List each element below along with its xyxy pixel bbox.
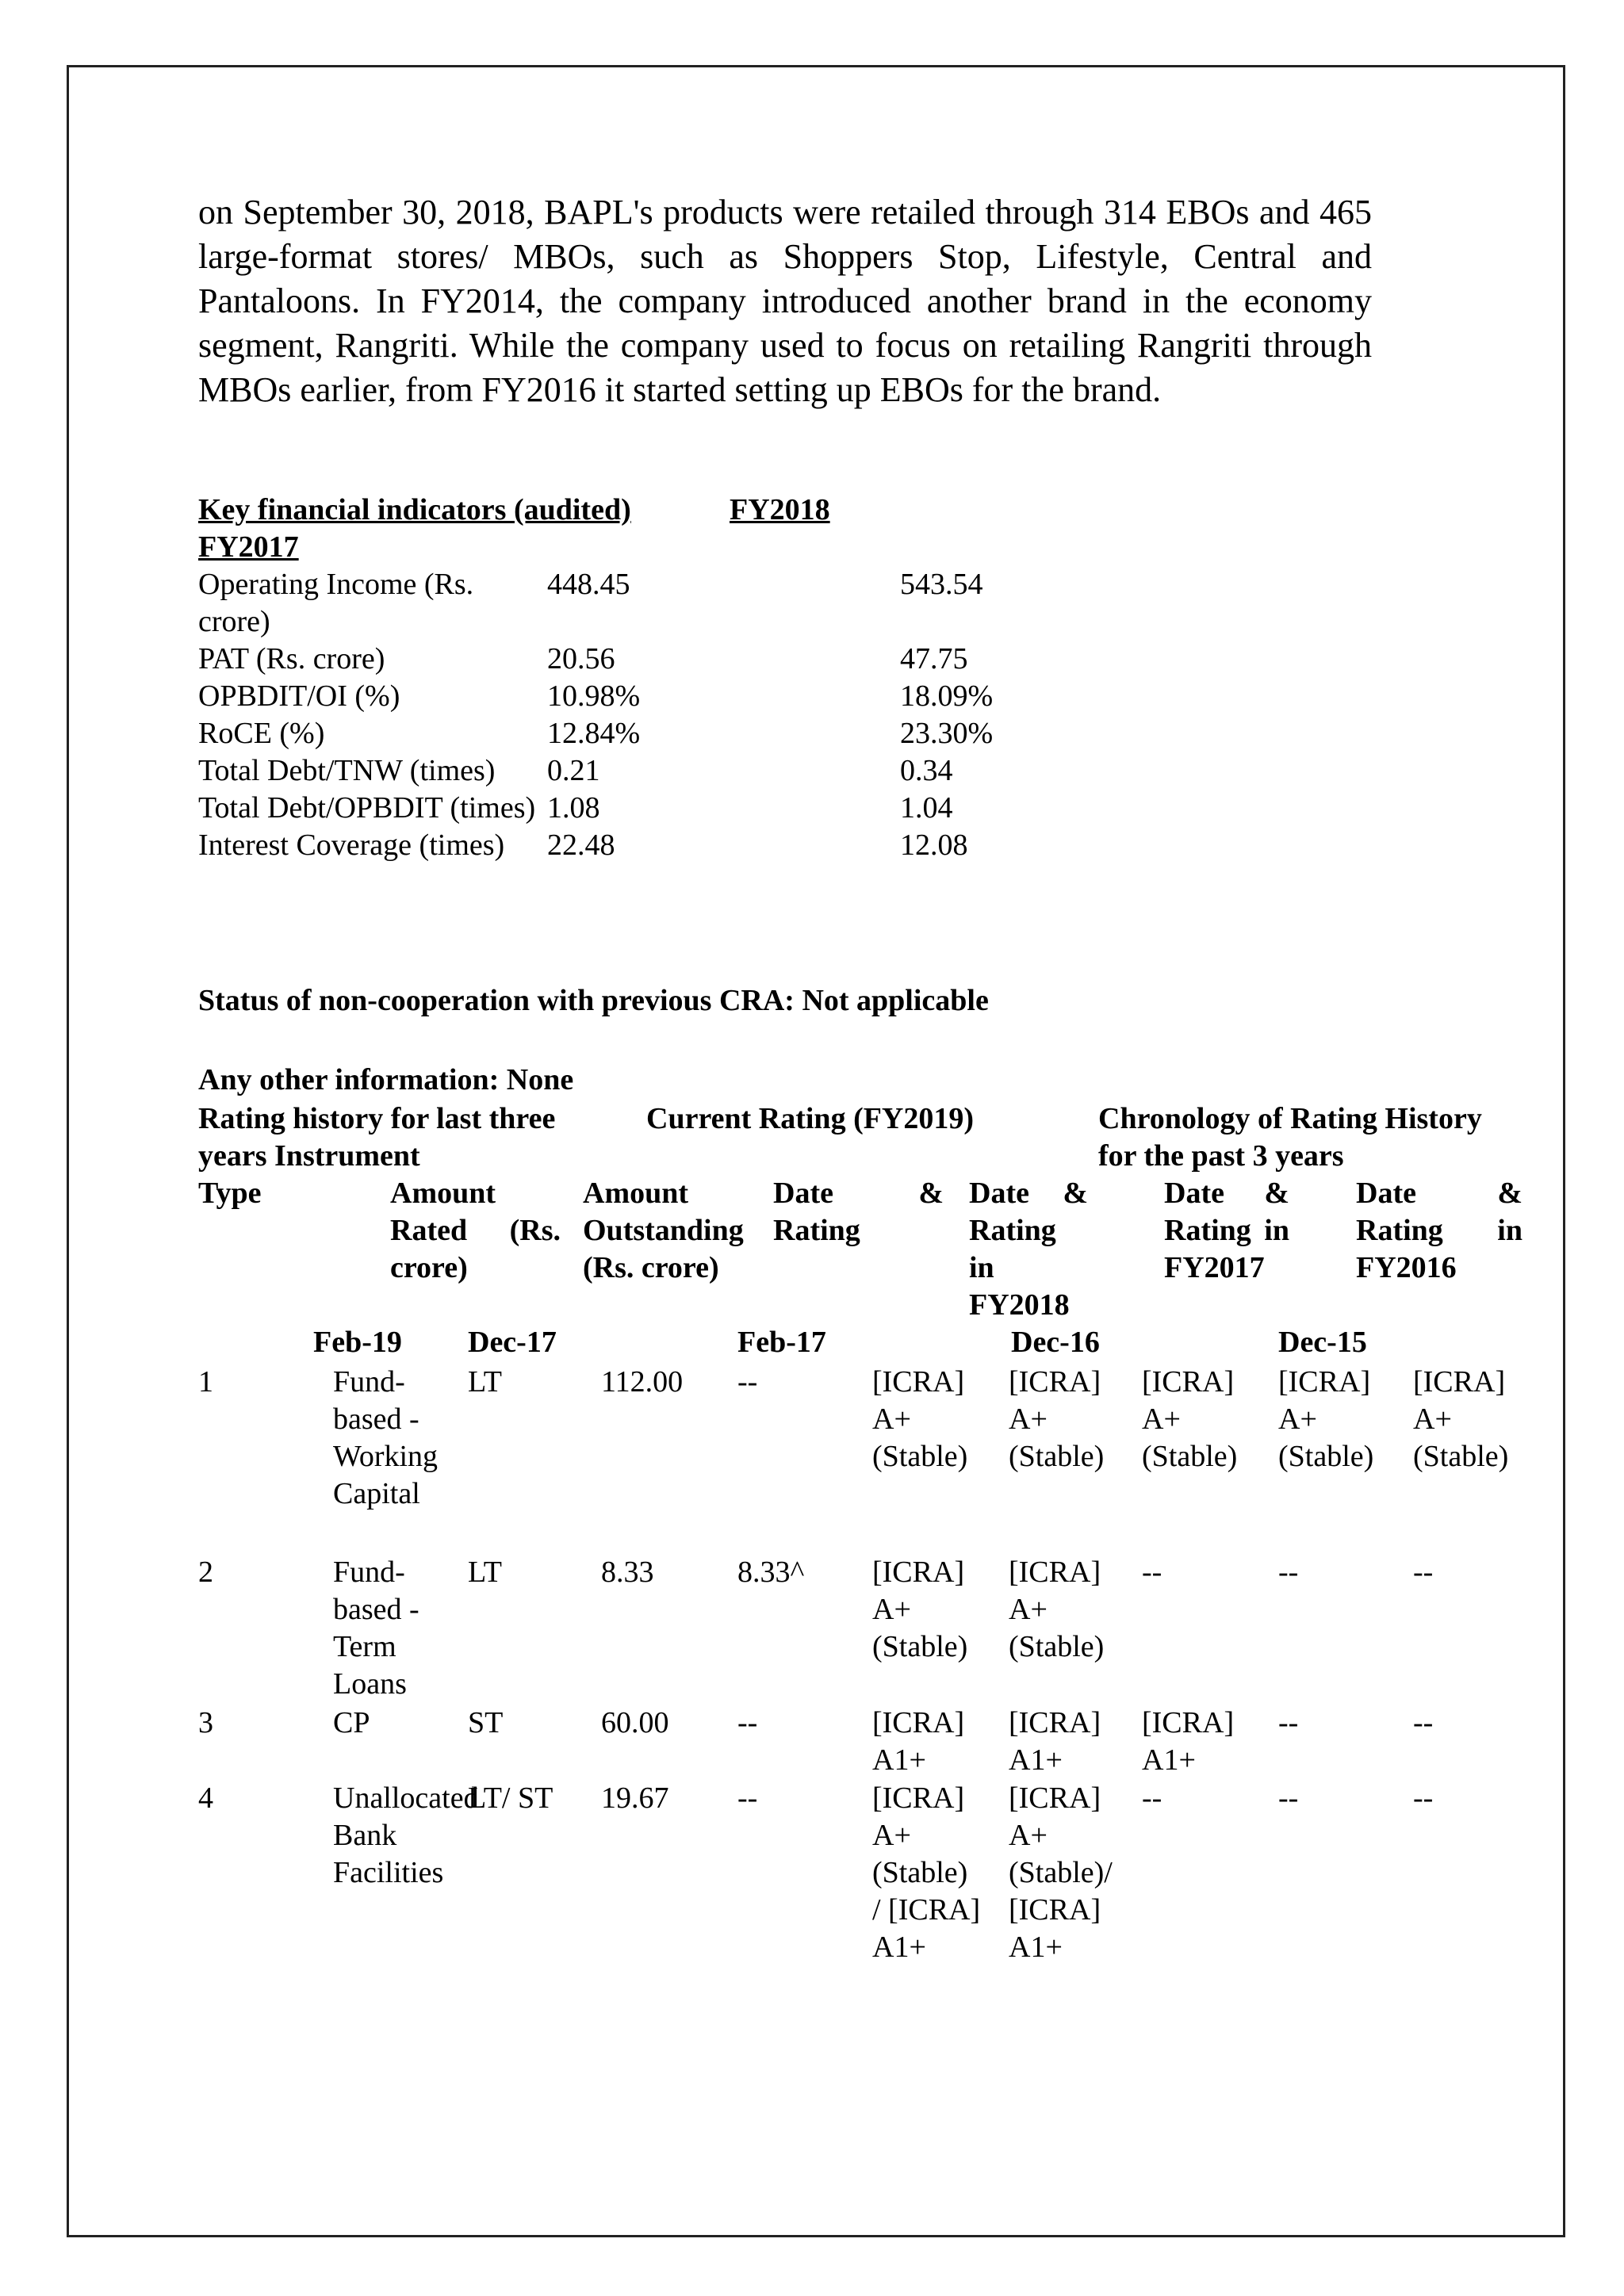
rating-cell-3: -- (1142, 1781, 1162, 1815)
amount-rated: 60.00 (601, 1706, 669, 1739)
financial-row-fy2018: 12.84% (547, 717, 641, 750)
rating-cell-1: [ICRA] A+ (Stable) / [ICRA] A1+ (872, 1781, 981, 1964)
amount-rated: 19.67 (601, 1781, 669, 1815)
rating-cell-3: [ICRA] A1+ (1142, 1706, 1235, 1777)
financial-row (198, 678, 1086, 715)
table-header-4: Date & Rating (773, 1177, 944, 1247)
date-label: Dec-16 (1011, 1326, 1100, 1359)
financial-row-fy2017: 23.30% (900, 717, 994, 750)
intro-paragraph: on September 30, 2018, BAPL's products were retailed through 314 EBOs and 465 large-format stores/ MBOs, such as Shoppers Stop, Lifestyle, Central and Pantaloons. In FY2014, the company introduced another brand in the economy segment, Rangriti. While the company used to focus on retailing Rangriti through MBOs earlier, from FY2016 it started setting up EBOs for the brand. (198, 193, 1372, 409)
rating-cell-4: [ICRA] A+ (Stable) (1278, 1365, 1374, 1473)
financial-row-fy2017: 12.08 (900, 828, 968, 862)
financial-row-fy2018: 10.98% (547, 679, 641, 713)
status-line: Status of non-cooperation with previous CRA: Not applicable (198, 984, 989, 1017)
rating-cell-5: -- (1413, 1781, 1434, 1815)
financial-header (198, 492, 1086, 529)
table-header-1: Type (198, 1177, 262, 1210)
date-label: Feb-17 (737, 1326, 826, 1359)
amount-rated: 112.00 (601, 1365, 684, 1399)
current-rating-title: Current Rating (FY2019) (646, 1102, 975, 1135)
table-header-7: Date & Rating in FY2016 (1356, 1177, 1522, 1284)
amount-rated: 8.33 (601, 1556, 654, 1589)
financial-col1-header: FY2018 (730, 493, 830, 526)
financial-row-fy2017: 543.54 (900, 568, 983, 601)
rating-term: LT (468, 1556, 502, 1589)
instrument-name: CP (333, 1706, 370, 1739)
amount-outstanding: -- (737, 1781, 758, 1815)
other-information: Any other information: None (198, 1063, 574, 1096)
amount-outstanding: -- (737, 1365, 758, 1399)
rating-cell-3: -- (1142, 1556, 1162, 1589)
row-number: 3 (198, 1706, 213, 1739)
rating-cell-2: [ICRA] A+(Stable)/ [ICRA] A1+ (1009, 1781, 1113, 1964)
financial-row-fy2017: 1.04 (900, 791, 953, 825)
rating-cell-1: [ICRA] A1+ (872, 1706, 965, 1777)
rating-cell-1: [ICRA] A+ (Stable) (872, 1556, 968, 1663)
rating-term: LT/ ST (468, 1781, 553, 1815)
chronology-title: Chronology of Rating History for the past 3 years (1098, 1102, 1482, 1173)
financial-row-fy2018: 0.21 (547, 754, 600, 787)
financial-indicators (198, 492, 1086, 864)
financial-row (198, 827, 1086, 864)
rating-cell-5: -- (1413, 1706, 1434, 1739)
rating-cell-2: [ICRA] A+ (Stable) (1009, 1365, 1105, 1473)
rating-cell-2: [ICRA] A1+ (1009, 1706, 1101, 1777)
rating-cell-5: [ICRA] A+ (Stable) (1413, 1365, 1509, 1473)
financial-row-fy2017: 0.34 (900, 754, 953, 787)
financial-row-fy2018: 1.08 (547, 791, 600, 825)
rating-cell-3: [ICRA] A+ (Stable) (1142, 1365, 1238, 1473)
date-label: Feb-19 (313, 1326, 402, 1359)
financial-row (198, 752, 1086, 790)
financial-row-fy2018: 448.45 (547, 568, 630, 601)
financial-row (198, 566, 1086, 641)
financial-heading: Key financial indicators (audited) (198, 493, 631, 526)
rating-cell-4: -- (1278, 1556, 1299, 1589)
rating-cell-2: [ICRA] A+ (Stable) (1009, 1556, 1105, 1663)
rating-term: LT (468, 1365, 502, 1399)
date-label: Dec-15 (1278, 1326, 1367, 1359)
instrument-name: Fund-based - Term Loans (333, 1556, 419, 1701)
financial-row (198, 641, 1086, 678)
row-number: 2 (198, 1556, 213, 1589)
row-number: 1 (198, 1365, 213, 1399)
financial-row-label: OPBDIT/OI (%) (198, 679, 400, 713)
instrument-name: Fund-based - Working Capital (333, 1365, 439, 1510)
rating-cell-4: -- (1278, 1706, 1299, 1739)
financial-row-label: Interest Coverage (times) (198, 828, 505, 862)
body-text (198, 190, 1372, 412)
instrument-name: Unallocated Bank Facilities (333, 1781, 479, 1889)
table-header-5: Date & Rating in FY2018 (969, 1177, 1088, 1322)
table-header-2: Amount Rated (Rs. crore) (390, 1177, 561, 1284)
amount-outstanding: -- (737, 1706, 758, 1739)
date-label: Dec-17 (468, 1326, 557, 1359)
rating-cell-4: -- (1278, 1781, 1299, 1815)
rating-term: ST (468, 1706, 504, 1739)
financial-row (198, 715, 1086, 752)
financial-col2-header-row (198, 529, 1086, 566)
row-number: 4 (198, 1781, 213, 1815)
table-header-3: Amount Outstanding (Rs. crore) (583, 1177, 744, 1284)
rating-cell-1: [ICRA] A+ (Stable) (872, 1365, 968, 1473)
financial-row-fy2018: 20.56 (547, 642, 615, 675)
amount-outstanding: 8.33^ (737, 1556, 805, 1589)
financial-row-label: Total Debt/OPBDIT (times) (198, 791, 536, 825)
financial-row-label: PAT (Rs. crore) (198, 642, 385, 675)
financial-row (198, 790, 1086, 827)
table-header-6: Date & Rating in FY2017 (1164, 1177, 1289, 1284)
financial-row-fy2017: 47.75 (900, 642, 968, 675)
rating-history-title: Rating history for last three years Instrument (198, 1102, 556, 1173)
rating-cell-5: -- (1413, 1556, 1434, 1589)
financial-row-label: RoCE (%) (198, 717, 325, 750)
financial-row-label: Total Debt/TNW (times) (198, 754, 496, 787)
financial-col2-header: FY2017 (198, 530, 299, 564)
financial-row-label: Operating Income (Rs. crore) (198, 568, 474, 638)
financial-row-fy2017: 18.09% (900, 679, 994, 713)
financial-row-fy2018: 22.48 (547, 828, 615, 862)
